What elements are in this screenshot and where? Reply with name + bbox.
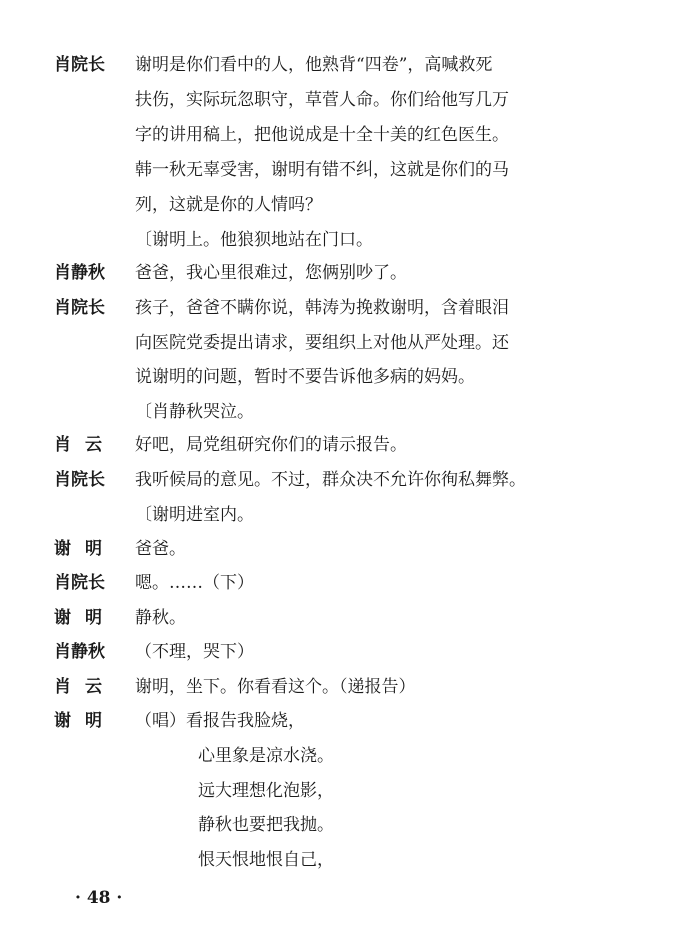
dialogue-line bbox=[0, 225, 690, 255]
dialogue-line bbox=[0, 397, 690, 427]
verse-text: 静秋也要把我抛。 bbox=[198, 815, 334, 835]
dialogue-line bbox=[0, 258, 690, 288]
verse-text: 远大理想化泡影， bbox=[198, 781, 334, 801]
speaker-name: 肖院长 bbox=[54, 573, 105, 593]
dialogue-text: 扶伤，实际玩忽职守，草菅人命。你们给他写几万 bbox=[135, 90, 509, 110]
speaker-name: 肖院长 bbox=[54, 55, 105, 75]
dialogue-line bbox=[0, 328, 690, 358]
dialogue-text: 〔谢明上。他狼狈地站在门口。 bbox=[135, 230, 373, 250]
dialogue-line bbox=[0, 534, 690, 564]
speaker-name: 肖云 bbox=[54, 435, 116, 455]
dialogue-line bbox=[0, 603, 690, 633]
dialogue-line bbox=[0, 568, 690, 598]
dialogue-text: 嗯。……（下） bbox=[135, 573, 254, 593]
dialogue-text: 说谢明的问题，暂时不要告诉他多病的妈妈。 bbox=[135, 367, 475, 387]
verse-text: 心里象是凉水浇。 bbox=[198, 746, 334, 766]
dialogue-text: 韩一秋无辜受害，谢明有错不纠，这就是你们的马 bbox=[135, 160, 509, 180]
dialogue-line bbox=[0, 430, 690, 460]
speaker-name: 肖静秋 bbox=[54, 642, 105, 662]
dialogue-line bbox=[0, 362, 690, 392]
dialogue-text: 我听候局的意见。不过，群众决不允许你徇私舞弊。 bbox=[135, 470, 526, 490]
dialogue-text: 向医院党委提出请求，要组织上对他从严处理。还 bbox=[135, 333, 509, 353]
dialogue-line bbox=[0, 672, 690, 702]
verse-text: 恨天恨地恨自己， bbox=[198, 850, 334, 870]
dialogue-text: 爸爸。 bbox=[135, 539, 186, 559]
dialogue-text: 〔肖静秋哭泣。 bbox=[135, 402, 254, 422]
dialogue-line bbox=[0, 637, 690, 667]
speaker-name: 肖静秋 bbox=[54, 263, 105, 283]
speaker-name: 谢明 bbox=[54, 711, 116, 731]
dialogue-line bbox=[0, 706, 690, 736]
dialogue-line bbox=[0, 120, 690, 150]
speaker-name: 肖云 bbox=[54, 677, 116, 697]
dialogue-line bbox=[0, 500, 690, 530]
dialogue-line bbox=[0, 810, 690, 840]
dialogue-text: 字的讲用稿上，把他说成是十全十美的红色医生。 bbox=[135, 125, 509, 145]
dialogue-text: 列，这就是你的人情吗？ bbox=[135, 195, 322, 215]
speaker-name: 谢明 bbox=[54, 608, 116, 628]
speaker-name: 肖院长 bbox=[54, 470, 105, 490]
speaker-name: 肖院长 bbox=[54, 298, 105, 318]
dialogue-text: 静秋。 bbox=[135, 608, 186, 628]
dialogue-text: 谢明是你们看中的人，他熟背“四卷”，高喊救死 bbox=[135, 55, 493, 75]
dialogue-line bbox=[0, 776, 690, 806]
speaker-name: 谢明 bbox=[54, 539, 116, 559]
dialogue-line bbox=[0, 845, 690, 875]
dialogue-text: 孩子，爸爸不瞒你说，韩涛为挽救谢明，含着眼泪 bbox=[135, 298, 509, 318]
dialogue-text: （不理，哭下） bbox=[135, 642, 254, 662]
dialogue-line bbox=[0, 85, 690, 115]
dialogue-line bbox=[0, 465, 690, 495]
dialogue-line bbox=[0, 155, 690, 185]
dialogue-text: 〔谢明进室内。 bbox=[135, 505, 254, 525]
dialogue-line bbox=[0, 293, 690, 323]
dialogue-text: 爸爸，我心里很难过，您俩别吵了。 bbox=[135, 263, 407, 283]
dialogue-line bbox=[0, 741, 690, 771]
page-number: · 48 · bbox=[75, 888, 123, 908]
dialogue-text: （唱）看报告我脸烧， bbox=[135, 711, 305, 731]
dialogue-text: 谢明，坐下。你看看这个。（递报告） bbox=[135, 677, 416, 697]
dialogue-line bbox=[0, 190, 690, 220]
dialogue-line bbox=[0, 50, 690, 80]
dialogue-text: 好吧，局党组研究你们的请示报告。 bbox=[135, 435, 407, 455]
